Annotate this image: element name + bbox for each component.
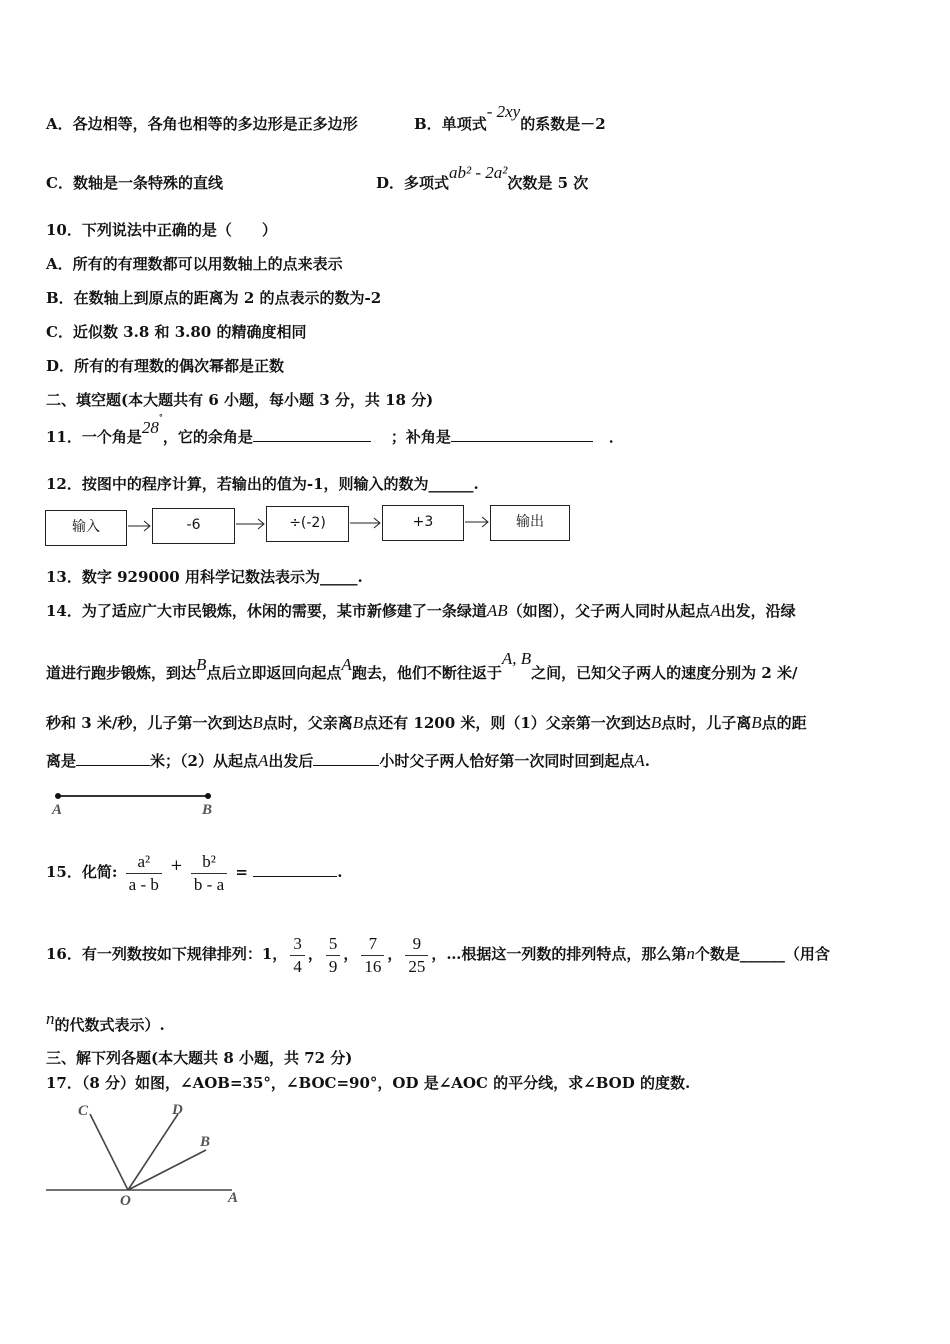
label-b: B <box>202 802 213 818</box>
label-a: A <box>52 802 63 818</box>
polynomial-math: ab² - 2a² <box>449 163 508 182</box>
q10-option-a: A．所有的有理数都可以用数轴上的点来表示 <box>46 255 343 273</box>
label-c: C <box>78 1103 89 1119</box>
label-o: O <box>120 1193 131 1209</box>
fraction-1: $\frac{\text{a²}}{a - b}$ <box>126 851 162 896</box>
flow-arrows <box>0 0 950 560</box>
section-3-heading: 三、解下列各题(本大题共 8 小题，共 72 分) <box>46 1049 353 1067</box>
q14-line-2: 道进行跑步锻炼，到达B点后立即返回向起点A跑去，他们不断往返于A, B之间，已知父子两人的速度分别为 2 米/ <box>46 649 798 682</box>
sequence-fraction-3: $\frac{7}{16}$ <box>361 933 384 978</box>
flow-step-3-box: +3 <box>382 505 464 541</box>
q17-text: 17．（8 分）如图，∠AOB=35°，∠BOC=90°，OD 是∠AOC 的平分线，求∠BOD 的度数. <box>46 1074 691 1092</box>
q10-stem: 10．下列说法中正确的是（ ） <box>46 221 277 239</box>
flow-step-2-box: ÷(-2) <box>266 506 349 542</box>
flow-step-1-box: -6 <box>152 508 235 544</box>
q17-angle-figure <box>40 1098 260 1213</box>
sequence-fraction-2: $\frac{5}{9}$ <box>326 933 341 978</box>
q12-text: 12．按图中的程序计算，若输出的值为-1，则输入的数为______. <box>46 475 479 493</box>
ray-od <box>128 1114 178 1190</box>
q14-line-4: 离是 米；（2）从起点A出发后 小时父子两人恰好第一次同时回到起点A. <box>46 751 651 770</box>
sequence-fraction-4: $\frac{9}{25}$ <box>405 933 428 978</box>
fraction-2: $\frac{\text{b²}}{b - a}$ <box>191 851 227 896</box>
q9-option-c: C．数轴是一条特殊的直线 <box>46 174 223 192</box>
point-b <box>205 793 211 799</box>
q16-line-1: 16．有一列数按如下规律排列：1， $\frac{3}{4}$ ， $\frac{5}{9}$ ， $\frac{7}{16}$ ， $\frac{9}{25}$ ，…根据这一列数的排列特点，那么第n个数是______（用含 <box>46 933 830 976</box>
flow-input-box: 输入 <box>45 510 127 546</box>
q15: 15．化简: $\frac{\text{a²}}{a - b}$ + $\frac{\text{b²}}{b - a}$ = . <box>46 851 343 894</box>
q14-line-3: 秒和 3 米/秒，儿子第一次到达B点时，父亲离B点还有 1200 米，则（1）父亲第一次到达B点时，儿子离B点的距 <box>46 713 807 732</box>
point-a <box>55 793 61 799</box>
ray-ob <box>128 1150 206 1190</box>
sequence-fraction-1: $\frac{3}{4}$ <box>290 933 305 978</box>
section-2-heading: 二、填空题(本大题共有 6 小题，每小题 3 分，共 18 分) <box>46 391 434 409</box>
ray-oc <box>90 1114 128 1190</box>
q10-option-b: B．在数轴上到原点的距离为 2 的点表示的数为-2 <box>46 289 382 307</box>
simplify-blank[interactable] <box>253 876 337 877</box>
q9-option-d: D．多项式ab² - 2a²次数是 5 次 <box>376 163 589 192</box>
q14-line-1: 14．为了适应广大市民锻炼，休闲的需要，某市新修建了一条绿道AB（如图），父子两人同时从起点A出发，沿绿 <box>46 601 796 620</box>
distance-blank[interactable] <box>76 765 150 766</box>
q13: 13．数字 929000 用科学记数法表示为_____. <box>46 568 363 586</box>
flow-output-box: 输出 <box>490 505 570 541</box>
q11: 11．一个角是28°，它的余角是 ；补角是 ． <box>46 412 624 446</box>
q9-option-a: A．各边相等，各角也相等的多边形是正多边形 <box>46 115 358 133</box>
label-b: B <box>200 1134 211 1150</box>
q16-line-2: n的代数式表示）. <box>46 1009 165 1034</box>
q14-segment-figure <box>46 786 226 820</box>
q9-option-b: B．单项式- 2xy的系数是－2 <box>414 102 606 133</box>
angle-value: 28 <box>141 418 159 437</box>
monomial-math: - 2xy <box>486 102 521 121</box>
label-d: D <box>172 1102 183 1118</box>
hours-blank[interactable] <box>313 765 379 766</box>
label-a: A <box>228 1190 239 1206</box>
q10-option-c: C．近似数 3.8 和 3.80 的精确度相同 <box>46 323 307 341</box>
q10-option-d: D．所有的有理数的偶次幂都是正数 <box>46 357 285 375</box>
